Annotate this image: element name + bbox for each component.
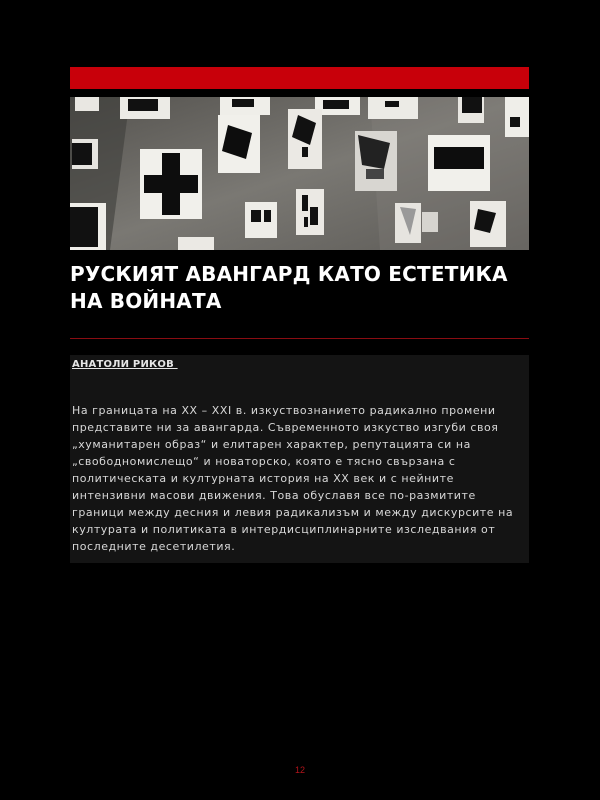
article-body: На границата на ХХ – ХХI в. изкуствознанието радикално промени представите ни за авангарда. Съвременното изкуство изгуби своя „хуманитарен образ“ и елитарен характер, репутацията си на „свободномислещо“ и новаторско, която е тясно свързана с политическата и културната история на ХХ век и с нейните интензивни масови движения. Това обуславя все по-размитите граници между десния и левия радикализъм и между дискурсите на културата и политиката в интердисциплинарните изследвания от последните десетилетия. — [72, 404, 514, 553]
title-divider — [70, 338, 529, 339]
author-name: АНАТОЛИ РИКОВ — [72, 359, 178, 370]
hero-image — [70, 97, 529, 250]
article-panel — [70, 355, 529, 563]
suprematist-exhibition-photo-icon — [70, 97, 529, 250]
red-header-bar — [70, 67, 529, 89]
article-title: РУСКИЯТ АВАНГАРД КАТО ЕСТЕТИКА НА ВОЙНАТА — [70, 262, 508, 313]
page-number: 12 — [294, 765, 305, 775]
